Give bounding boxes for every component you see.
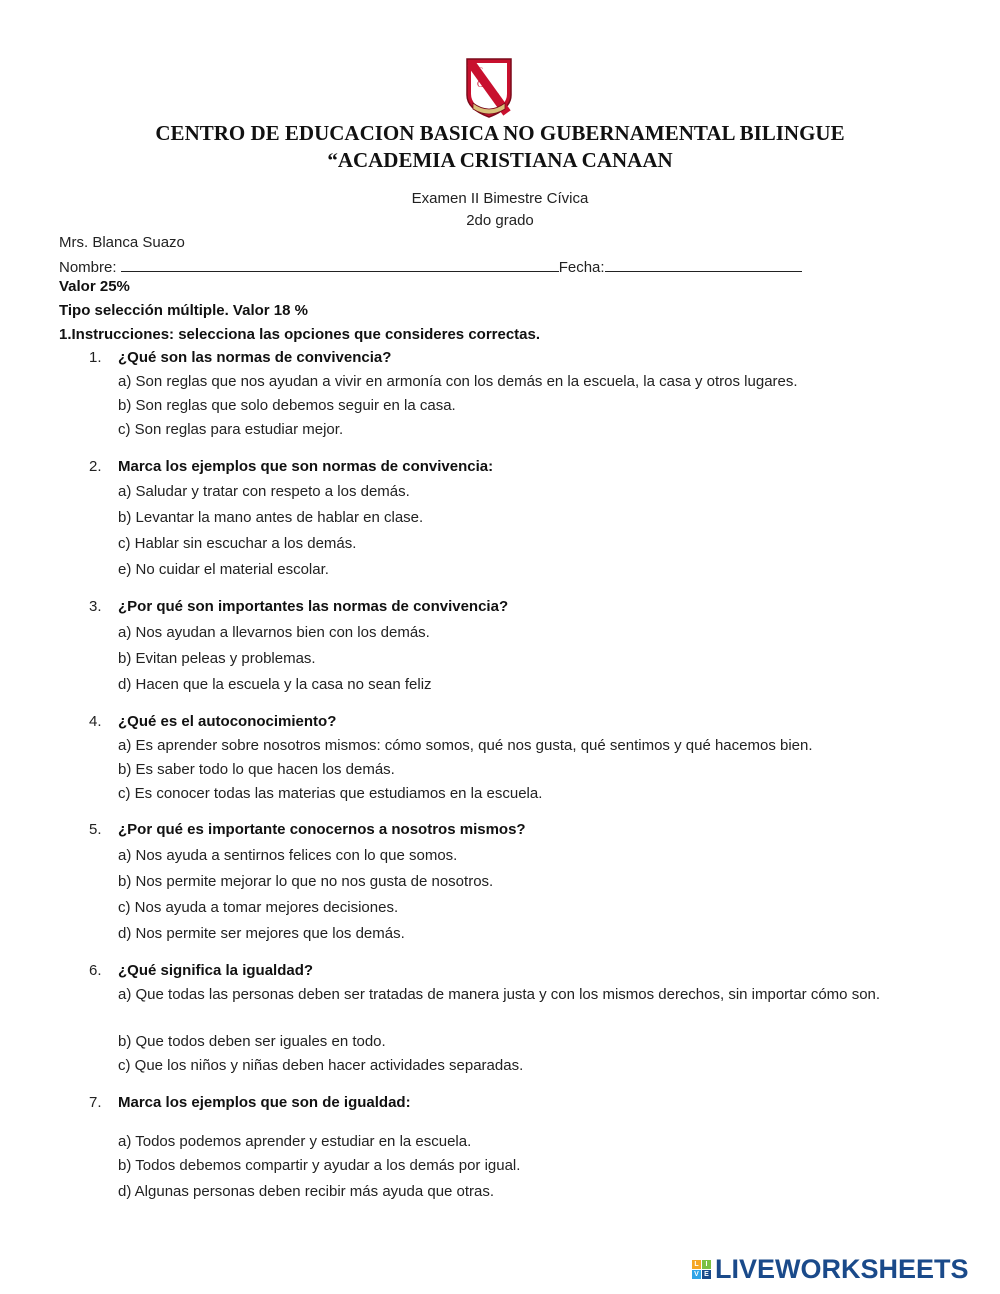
answer-option[interactable]: a) Son reglas que nos ayudan a vivir en armonía con los demás en la escuela, la casa y otros lugares. (118, 373, 798, 390)
answer-option[interactable]: a) Nos ayuda a sentirnos felices con lo que somos. (118, 847, 458, 864)
answer-option[interactable]: c) Es conocer todas las materias que estudiamos en la escuela. (118, 785, 543, 802)
answer-option[interactable]: b) Son reglas que solo debemos seguir en la casa. (118, 397, 456, 414)
answer-option[interactable]: d) Hacen que la escuela y la casa no sean feliz (118, 676, 432, 693)
section-type: Tipo selección múltiple. Valor 18 % (59, 302, 308, 319)
school-name-line2: “ACADEMIA CRISTIANA CANAAN (327, 148, 673, 172)
question-number: 4. (89, 713, 102, 730)
question-text: Marca los ejemplos que son de igualdad: (118, 1094, 411, 1111)
answer-option[interactable]: b) Es saber todo lo que hacen los demás. (118, 761, 395, 778)
school-name-line1: CENTRO DE EDUCACION BASICA NO GUBERNAMENTAL BILINGUE (155, 121, 845, 145)
question-number: 2. (89, 458, 102, 475)
answer-option[interactable]: b) Que todos deben ser iguales en todo. (118, 1033, 386, 1050)
date-label: Fecha: (558, 259, 605, 276)
answer-option[interactable]: b) Levantar la mano antes de hablar en clase. (118, 509, 424, 526)
brand-name: LIVEWORKSHEETS (715, 1253, 969, 1284)
question-number: 3. (89, 598, 102, 615)
question-text: ¿Por qué es importante conocernos a nosotros mismos? (118, 821, 526, 838)
answer-option[interactable]: c) Nos ayuda a tomar mejores decisiones. (118, 899, 399, 916)
brand-blocks-icon (692, 1260, 711, 1279)
answer-option[interactable]: d) Nos permite ser mejores que los demás. (118, 925, 405, 942)
answer-option[interactable]: a) Todos podemos aprender y estudiar en la escuela. (118, 1133, 472, 1150)
brand-block: I (702, 1260, 711, 1269)
question-text: ¿Qué son las normas de convivencia? (118, 349, 392, 366)
name-field[interactable] (121, 257, 559, 272)
question-text: ¿Qué es el autoconocimiento? (118, 713, 337, 730)
exam-value: Valor 25% (59, 278, 130, 295)
question-text: Marca los ejemplos que son normas de convivencia: (118, 458, 494, 475)
answer-option[interactable]: c) Que los niños y niñas deben hacer actividades separadas. (118, 1057, 524, 1074)
question-text: ¿Por qué son importantes las normas de convivencia? (118, 598, 509, 615)
logo-letter-2: C (477, 79, 484, 89)
answer-option[interactable]: b) Nos permite mejorar lo que no nos gusta de nosotros. (118, 873, 494, 890)
question-number: 1. (89, 349, 102, 366)
liveworksheets-brand (692, 1254, 969, 1284)
answer-option[interactable]: a) Saludar y tratar con respeto a los demás. (118, 483, 410, 500)
question-text: ¿Qué significa la igualdad? (118, 962, 314, 979)
date-field[interactable] (605, 257, 802, 272)
brand-block: L (692, 1260, 701, 1269)
grade-label: 2do grado (466, 212, 534, 229)
school-crest-logo (463, 57, 515, 119)
answer-option[interactable]: b) Evitan peleas y problemas. (118, 650, 316, 667)
brand-block: E (702, 1270, 711, 1279)
answer-option[interactable]: a) Que todas las personas deben ser tratadas de manera justa y con los mismos derechos, sin importar cómo son. (118, 986, 881, 1003)
answer-option[interactable]: c) Hablar sin escuchar a los demás. (118, 535, 357, 552)
answer-option[interactable]: c) Son reglas para estudiar mejor. (118, 421, 344, 438)
answer-option[interactable]: a) Es aprender sobre nosotros mismos: cómo somos, qué nos gusta, qué sentimos y qué hacemos bien. (118, 737, 813, 754)
question-number: 5. (89, 821, 102, 838)
brand-block: V (692, 1270, 701, 1279)
answer-option[interactable]: a) Nos ayudan a llevarnos bien con los demás. (118, 624, 430, 641)
logo-letter-1: C (477, 66, 484, 76)
instructions: 1.Instrucciones: selecciona las opciones que consideres correctas. (59, 326, 541, 343)
question-number: 7. (89, 1094, 102, 1111)
answer-option[interactable]: e) No cuidar el material escolar. (118, 561, 329, 578)
answer-option[interactable]: b) Todos debemos compartir y ayudar a los demás por igual. (118, 1157, 521, 1174)
exam-title: Examen II Bimestre Cívica (411, 190, 589, 207)
teacher-name: Mrs. Blanca Suazo (59, 234, 185, 251)
question-number: 6. (89, 962, 102, 979)
name-label: Nombre: (59, 259, 117, 276)
logo-letter-3: A (495, 92, 502, 102)
answer-option[interactable]: d) Algunas personas deben recibir más ayuda que otras. (118, 1183, 495, 1200)
name-date-line (59, 257, 802, 276)
